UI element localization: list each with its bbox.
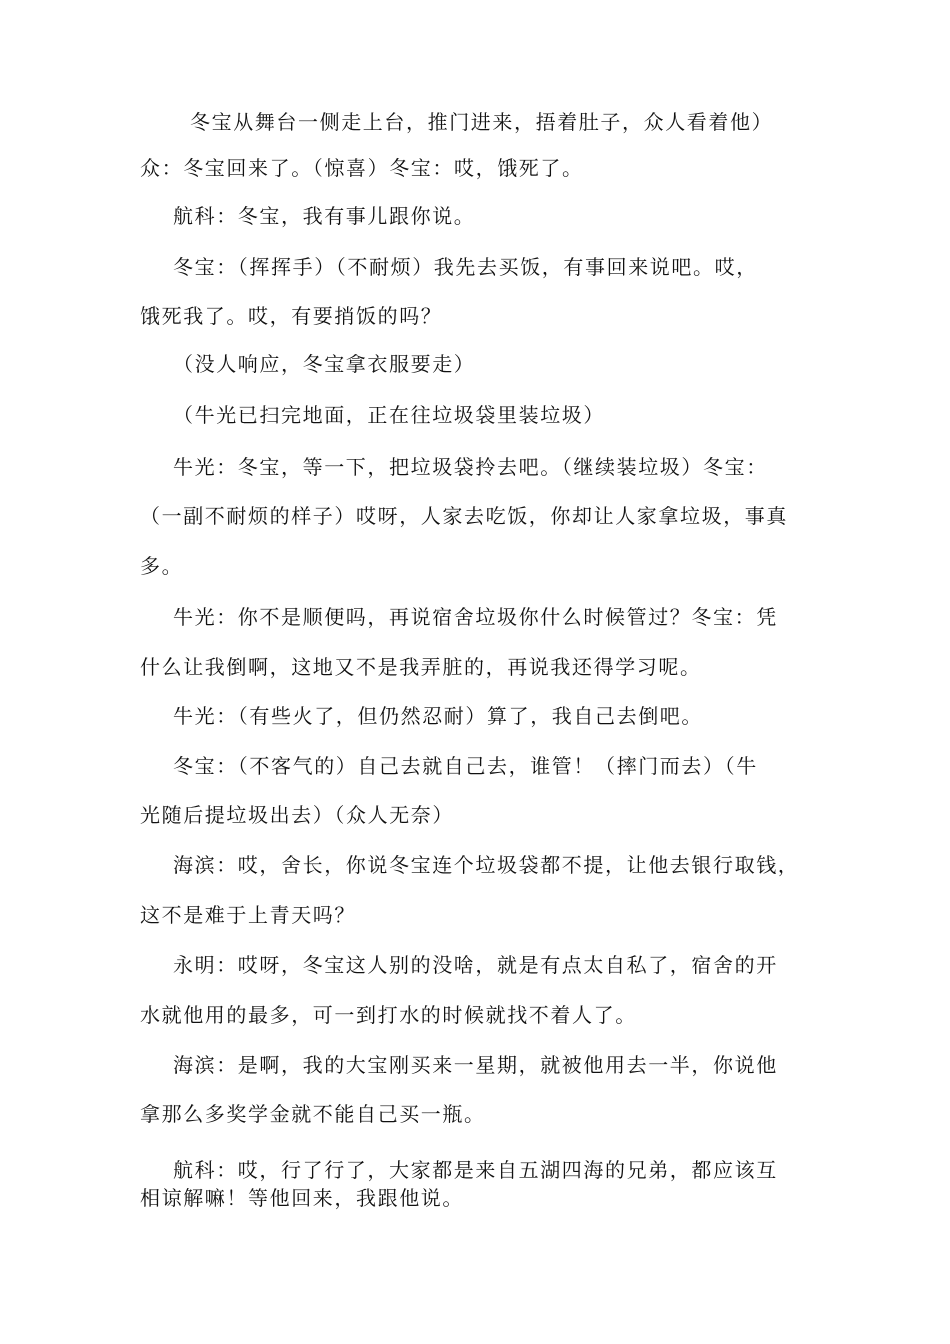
text-line: 什么让我倒啊，这地又不是我弄脏的，再说我还得学习呢。 (140, 655, 702, 679)
text-line: 冬宝从舞台一侧走上台，推门进来，捂着肚子，众人看着他） (190, 110, 774, 134)
text-line: （牛光已扫完地面，正在往垃圾袋里装垃圾） (173, 403, 605, 427)
text-line: 水就他用的最多，可一到打水的时候就找不着人了。 (140, 1003, 637, 1027)
text-line: 冬宝：（不客气的）自己去就自己去，谁管！（摔门而去）（牛 (173, 754, 758, 778)
text-line: （没人响应，冬宝拿衣服要走） (173, 352, 476, 376)
text-line: （一副不耐烦的样子）哎呀，人家去吃饭，你却让人家拿垃圾，事真 (140, 504, 788, 528)
text-line: 这不是难于上青天吗？ (140, 903, 356, 927)
text-line: 航科：哎，行了行了，大家都是来自五湖四海的兄弟，都应该互 (173, 1158, 778, 1182)
text-line: 相谅解嘛！等他回来，我跟他说。 (140, 1186, 464, 1210)
text-line: 众：冬宝回来了。（惊喜）冬宝：哎，饿死了。 (140, 156, 584, 180)
text-line: 饿死我了。哎，有要捎饭的吗？ (140, 304, 443, 328)
text-line: 光随后提垃圾出去）（众人无奈） (140, 803, 454, 827)
text-line: 牛光：冬宝，等一下，把垃圾袋拎去吧。（继续装垃圾）冬宝： (173, 455, 768, 479)
text-line: 海滨：是啊，我的大宝刚买来一星期，就被他用去一半，你说他 (173, 1053, 778, 1077)
text-line: 冬宝：（挥挥手）（不耐烦）我先去买饭，有事回来说吧。哎， (173, 255, 758, 279)
text-line: 牛光：（有些火了，但仍然忍耐）算了，我自己去倒吧。 (173, 704, 703, 728)
text-line: 多。 (140, 554, 184, 578)
text-line: 拿那么多奖学金就不能自己买一瓶。 (140, 1102, 486, 1126)
text-line: 海滨：哎，舍长，你说冬宝连个垃圾袋都不提，让他去银行取钱， (173, 853, 800, 877)
text-line: 永明：哎呀，冬宝这人别的没啥，就是有点太自私了，宿舍的开 (173, 953, 778, 977)
text-line: 牛光：你不是顺便吗，再说宿舍垃圾你什么时候管过？冬宝：凭 (173, 605, 778, 629)
text-line: 航科：冬宝，我有事儿跟你说。 (173, 204, 476, 228)
